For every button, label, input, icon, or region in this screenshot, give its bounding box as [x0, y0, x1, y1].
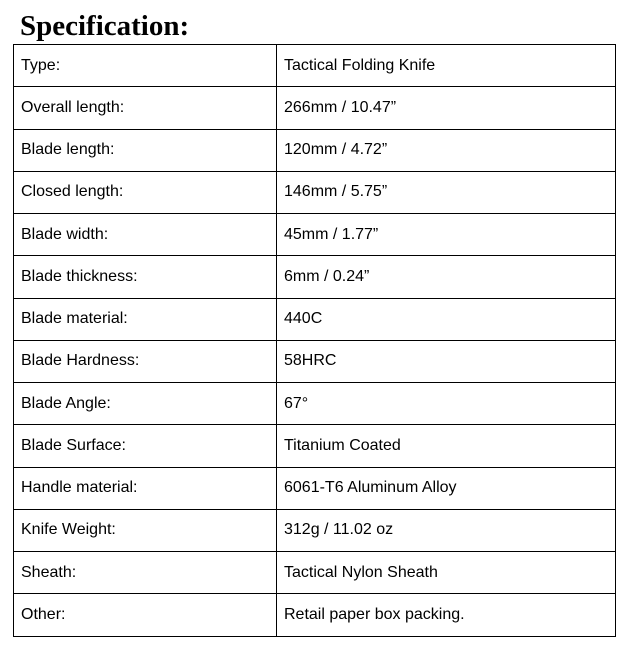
spec-label: Blade material:: [14, 298, 277, 340]
spec-value: 6061-T6 Aluminum Alloy: [277, 467, 616, 509]
specification-table: [13, 44, 616, 637]
table-row: [14, 383, 616, 425]
table-row: [14, 467, 616, 509]
spec-label: Blade thickness:: [14, 256, 277, 298]
spec-value: 120mm / 4.72”: [277, 129, 616, 171]
spec-value: 6mm / 0.24”: [277, 256, 616, 298]
table-row: [14, 298, 616, 340]
table-row: [14, 340, 616, 382]
table-row: [14, 129, 616, 171]
spec-value: 266mm / 10.47”: [277, 87, 616, 129]
table-row: [14, 509, 616, 551]
spec-value: 45mm / 1.77”: [277, 214, 616, 256]
page-title: Specification:: [20, 10, 190, 42]
spec-value: 67°: [277, 383, 616, 425]
spec-label: Overall length:: [14, 87, 277, 129]
spec-value: 440C: [277, 298, 616, 340]
spec-label: Sheath:: [14, 552, 277, 594]
spec-label: Blade Surface:: [14, 425, 277, 467]
table-row: [14, 87, 616, 129]
spec-value: 146mm / 5.75”: [277, 171, 616, 213]
spec-label: Other:: [14, 594, 277, 636]
spec-value: Titanium Coated: [277, 425, 616, 467]
table-row: [14, 552, 616, 594]
table-row: [14, 214, 616, 256]
spec-value: Retail paper box packing.: [277, 594, 616, 636]
spec-label: Type:: [14, 45, 277, 87]
spec-label: Knife Weight:: [14, 509, 277, 551]
spec-label: Blade length:: [14, 129, 277, 171]
spec-label: Handle material:: [14, 467, 277, 509]
spec-value: 58HRC: [277, 340, 616, 382]
table-row: [14, 256, 616, 298]
table-row: [14, 425, 616, 467]
spec-label: Blade Hardness:: [14, 340, 277, 382]
table-row: [14, 45, 616, 87]
spec-value: Tactical Folding Knife: [277, 45, 616, 87]
spec-value: Tactical Nylon Sheath: [277, 552, 616, 594]
spec-label: Closed length:: [14, 171, 277, 213]
spec-label: Blade width:: [14, 214, 277, 256]
table-row: [14, 171, 616, 213]
table-row: [14, 594, 616, 636]
spec-label: Blade Angle:: [14, 383, 277, 425]
spec-value: 312g / 11.02 oz: [277, 509, 616, 551]
